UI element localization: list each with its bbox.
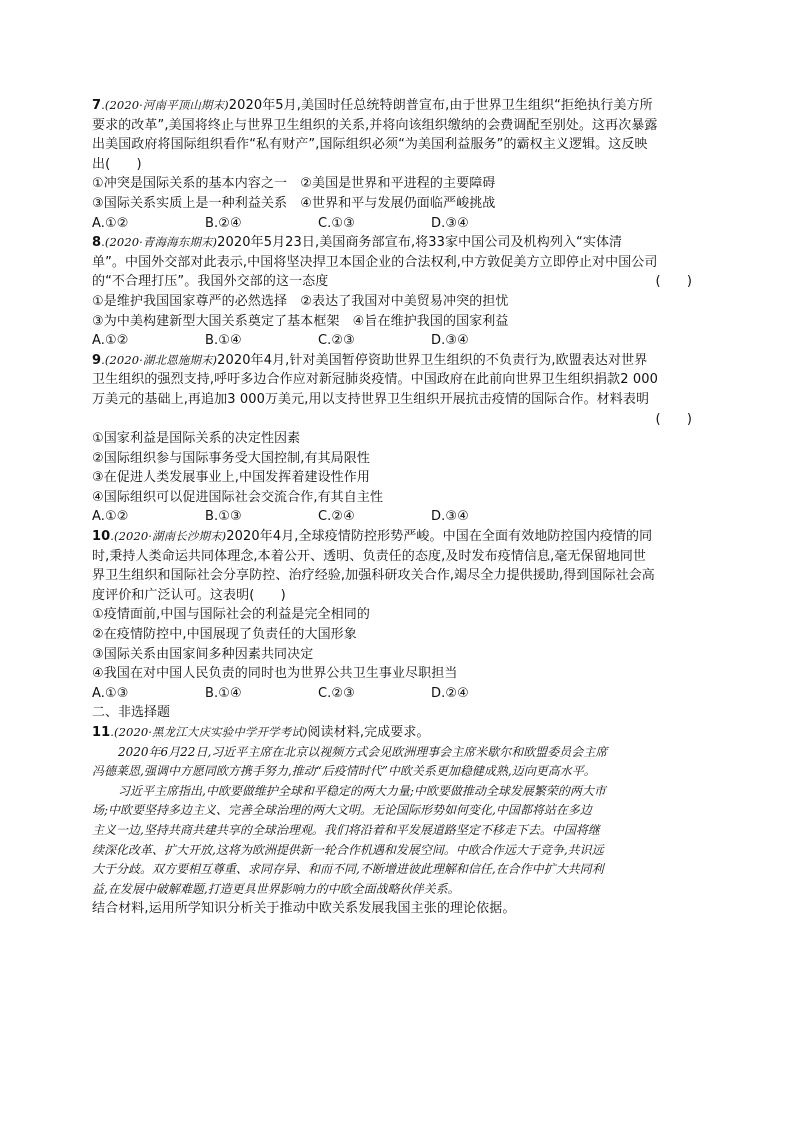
answer-choices: A.①③ B.①④ C.②③ D.②④: [92, 685, 469, 701]
option-line: ②国际组织参与国际事务受大国控制,有其局限性: [92, 450, 370, 466]
question-number: 10: [92, 529, 111, 545]
option-line: ①国家利益是国际关系的决定性因素: [92, 431, 301, 447]
question-source: .(2020·青海海东期末): [101, 235, 218, 250]
section-heading: 二、非选择题: [92, 705, 171, 721]
answer-choices: A.①② B.②④ C.①③ D.③④: [92, 215, 469, 231]
question-11: [92, 723, 700, 919]
option-line: ④国际组织可以促进国际社会交流合作,有其自主性: [92, 489, 384, 505]
question-number: 11: [92, 725, 111, 740]
question-7: 7.(2020·河南平顶山期末)2020年5月,美国时任总统特朗普宣布,由于世界卫生组织“拒绝执行美方所 要求的改革”,美国将终止与世界卫生组织的关系,并将向该组织缴纳的会费调配至别处。这再次暴露 出美国政府将国际组织看作“私有财产”,国际组织必须“为美国利益服务”的霸权主义逻辑。这反映 出( ) ①冲突是国际关系的基本内容之一 ②美国是世界和平进程的主要障碍 ③国际关系实质上是一种利益关系 ④世界和平与发展仍面临严峻挑战 A.①② B.②④ C.①③ D.③④: [92, 96, 700, 233]
question-source: .(2020·湖南长沙期末): [110, 529, 227, 544]
question-8: 8.(2020·青海海东期末)2020年5月23日,美国商务部宣布,将33家中国公司及机构列入“实体清 单”。中国外交部对此表示,中国将坚决捍卫本国企业的合法权利,中方敦促美方立即停止对中国公司 的“不合理打压”。我国外交部的这一态度 ( ) ①是维护我国国家尊严的必然选择 ②表达了我国对中美贸易冲突的担忧 ③为中美构建新型大国关系奠定了基本框架 ④旨在维护我国的国家利益 A.①② B.①④ C.②③ D.③④: [92, 233, 700, 351]
question-number: 9: [92, 352, 102, 368]
question-requirement: 结合材料,运用所学知识分析关于推动中欧关系发展我国主张的理论依据。: [92, 901, 516, 917]
answer-choices: A.①② B.①③ C.②④ D.③④: [92, 509, 469, 525]
question-source: .(2020·河南平顶山期末): [101, 98, 229, 112]
question-9: 9.(2020·湖北恩施期末)2020年4月,针对美国暂停资助世界卫生组织的不负责行为,欧盟表达对世界 卫生组织的强烈支持,呼吁多边合作应对新冠肺炎疫情。中国政府在此前向世界卫生组织捐款2 000 万美元的基础上,再追加3 000万美元,用以支持世界卫生组织开展抗击疫情的国际合作。材料表明 ( ) ①国家利益是国际关系的决定性因素 ②国际组织参与国际事务受大国控制,有其局限性 ③在促进人类发展事业上,中国发挥着建设性作用 ④国际组织可以促进国际社会交流合作,有其自主性 A.①② B.①③ C.②④ D.③④: [92, 351, 700, 527]
question-stem: 9.(2020·湖北恩施期末)2020年4月,针对美国暂停资助世界卫生组织的不负责行为,欧盟表达对世界: [92, 352, 648, 368]
question-stem: 7.(2020·河南平顶山期末)2020年5月,美国时任总统特朗普宣布,由于世界卫生组织“拒绝执行美方所: [92, 98, 653, 113]
option-line: ③国际关系实质上是一种利益关系 ④世界和平与发展仍面临严峻挑战: [92, 195, 496, 211]
question-stem: 10.(2020·湖南长沙期末)2020年4月,全球疫情防控形势严峻。中国在全面有效地防控国内疫情的同: [92, 529, 653, 545]
option-line: ①是维护我国国家尊严的必然选择 ②表达了我国对中美贸易冲突的担忧: [92, 293, 509, 309]
option-line: ①疫情面前,中国与国际社会的利益是完全相同的: [92, 607, 370, 623]
question-10: 10.(2020·湖南长沙期末)2020年4月,全球疫情防控形势严峻。中国在全面有效地防控国内疫情的同 时,秉持人类命运共同体理念,本着公开、透明、负责任的态度,及时发布疫情信息,毫无保留地同世 界卫生组织和国际社会分享防控、治疗经验,加强科研攻关合作,竭尽全力提供援助,得到国际社会高 度评价和广泛认可。这表明( ) ①疫情面前,中国与国际社会的利益是完全相同的 ②在疫情防控中,中国展现了负责任的大国形象 ③国际关系由国家间多种因素共同决定 ④我国在对中国人民负责的同时也为世界公共卫生事业尽职担当 A.①③ B.①④ C.②③ D.②④: [92, 527, 700, 703]
option-line: ③为中美构建新型大国关系奠定了基本框架 ④旨在维护我国的国家利益: [92, 313, 509, 329]
option-line: ③国际关系由国家间多种因素共同决定: [92, 646, 314, 662]
option-line: ③在促进人类发展事业上,中国发挥着建设性作用: [92, 470, 370, 486]
option-line: ②在疫情防控中,中国展现了负责任的大国形象: [92, 627, 357, 643]
answer-paren: ( ): [655, 411, 692, 427]
question-source: .(2020·湖北恩施期末): [101, 352, 218, 367]
question-stem: 8.(2020·青海海东期末)2020年5月23日,美国商务部宣布,将33家中国公司及机构列入“实体清: [92, 235, 623, 251]
option-line: ①冲突是国际关系的基本内容之一 ②美国是世界和平进程的主要障碍: [92, 176, 496, 192]
question-number: 8: [92, 235, 102, 251]
material-passage: 2020年6月22日,习近平主席在北京以视频方式会见欧洲理事会主席米歇尔和欧盟委员会主席 冯德莱恩,强调中方愿同欧方携手努力,推动“后疫情时代”中欧关系更加稳健成熟,迈向更高水平。 习近平主席指出,中欧要做维护全球和平稳定的两大力量;中欧要做推动全球发展繁荣的两大市 场;中欧要坚持多边主义、完善全球治理的两大文明。无论国际形势如何变化,中国都将站在多边 主义一边,坚持共商共建共享的全球治理观。我们将沿着和平发展道路坚定不移走下去。中国将继 续深化改革、扩大开放,这将为欧洲提供新一轮合作机遇和发展空间。中欧合作远大于竞争,共识远 大于分歧。双方要相互尊重、求同存异、和而不同,不断增进彼此理解和信任,在合作中扩大共同利 益,在发展中破解难题,打造更具世界影响力的中欧全面战略伙伴关系。: [92, 744, 608, 896]
question-number: 7: [92, 98, 102, 113]
document-page: [92, 96, 700, 919]
answer-choices: A.①② B.①④ C.②③ D.③④: [92, 333, 469, 349]
question-stem: 11.(2020·黑龙江大庆实验中学开学考试)阅读材料,完成要求。: [92, 725, 430, 740]
option-line: ④我国在对中国人民负责的同时也为世界公共卫生事业尽职担当: [92, 666, 458, 682]
question-source: .(2020·黑龙江大庆实验中学开学考试): [110, 725, 308, 739]
answer-paren: ( ): [655, 274, 692, 290]
